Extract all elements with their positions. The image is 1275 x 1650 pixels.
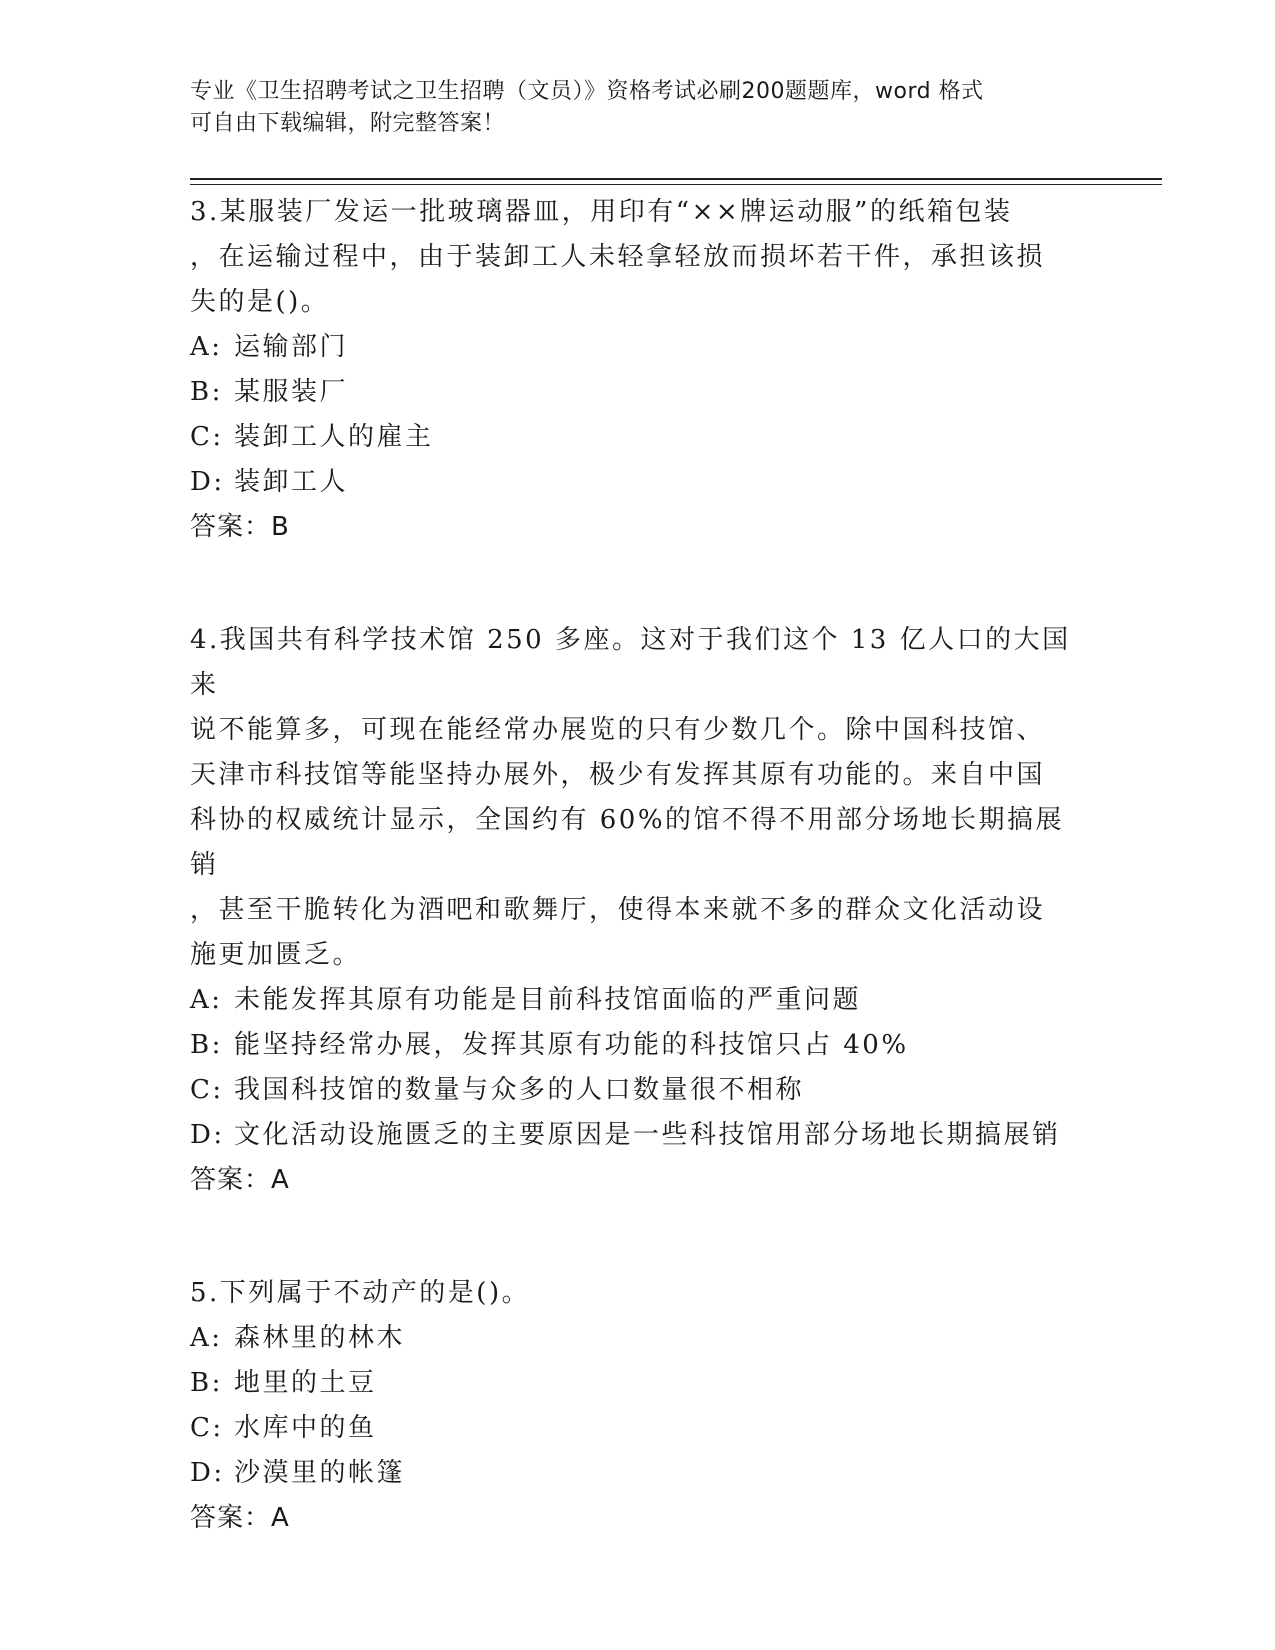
option-c <box>190 415 1090 460</box>
option-text: 能坚持经常办展，发挥其原有功能的科技馆只占 40% <box>234 1030 909 1060</box>
question-stem-line: ，在运输过程中，由于装卸工人未轻拿轻放而损坏若干件，承担该损 <box>190 242 1046 272</box>
question-spacer <box>190 550 1090 618</box>
document-header <box>190 76 1090 140</box>
option-a <box>190 978 1090 1023</box>
option-key: D: <box>190 467 225 497</box>
option-key: A: <box>190 332 223 362</box>
option-key: A: <box>190 1323 223 1353</box>
option-text: 文化活动设施匮乏的主要原因是一些科技馆用部分场地长期搞展销 <box>234 1120 1061 1150</box>
question-5 <box>190 1271 1090 1541</box>
option-key: C: <box>190 1075 224 1105</box>
option-key: D: <box>190 1120 225 1150</box>
header-divider-thick <box>190 178 1162 180</box>
header-line-1: 专业《卫生招聘考试之卫生招聘（文员）》资格考试必刷200题题库，word 格式 <box>190 79 984 104</box>
option-key: B: <box>190 1368 223 1398</box>
option-a <box>190 1316 1090 1361</box>
option-text: 装卸工人的雇主 <box>234 422 434 452</box>
option-c <box>190 1068 1090 1113</box>
option-key: C: <box>190 422 224 452</box>
question-spacer <box>190 1203 1090 1271</box>
option-a <box>190 325 1090 370</box>
option-key: D: <box>190 1458 225 1488</box>
option-text: 水库中的鱼 <box>234 1413 377 1443</box>
answer-line: 答案：A <box>190 1503 290 1533</box>
question-list <box>190 190 1090 1541</box>
question-stem-line: 说不能算多，可现在能经常办展览的只有少数几个。除中国科技馆、 <box>190 715 1046 745</box>
question-stem-line: 3.某服装厂发运一批玻璃器皿，用印有“××牌运动服”的纸箱包装 <box>190 197 1013 227</box>
option-d <box>190 1451 1090 1496</box>
option-text: 未能发挥其原有功能是目前科技馆面临的严重问题 <box>234 985 862 1015</box>
option-key: C: <box>190 1413 224 1443</box>
question-4 <box>190 618 1090 1203</box>
option-d <box>190 460 1090 505</box>
option-b <box>190 1023 1090 1068</box>
header-line-2: 可自由下载编辑，附完整答案！ <box>190 111 506 136</box>
option-c <box>190 1406 1090 1451</box>
option-text: 地里的土豆 <box>234 1368 377 1398</box>
option-text: 某服装厂 <box>234 377 349 407</box>
option-d <box>190 1113 1090 1158</box>
question-stem-line: 4.我国共有科学技术馆 250 多座。这对于我们这个 13 亿人口的大国来 <box>190 625 1071 700</box>
answer-line: 答案：B <box>190 512 290 542</box>
option-text: 运输部门 <box>234 332 349 362</box>
question-stem-line: 失的是()。 <box>190 287 330 317</box>
option-b <box>190 1361 1090 1406</box>
option-b <box>190 370 1090 415</box>
question-3 <box>190 190 1090 550</box>
answer-line: 答案：A <box>190 1165 290 1195</box>
option-key: B: <box>190 1030 223 1060</box>
option-text: 装卸工人 <box>234 467 349 497</box>
option-key: B: <box>190 377 223 407</box>
question-stem-line: ，甚至干脆转化为酒吧和歌舞厅，使得本来就不多的群众文化活动设 <box>190 895 1046 925</box>
question-stem-line: 施更加匮乏。 <box>190 940 362 970</box>
option-text: 沙漠里的帐篷 <box>234 1458 406 1488</box>
question-stem-line: 天津市科技馆等能坚持办展外，极少有发挥其原有功能的。来自中国 <box>190 760 1046 790</box>
option-text: 我国科技馆的数量与众多的人口数量很不相称 <box>234 1075 805 1105</box>
option-key: A: <box>190 985 223 1015</box>
question-stem-line: 5.下列属于不动产的是()。 <box>190 1278 531 1308</box>
question-stem-line: 科协的权威统计显示，全国约有 60%的馆不得不用部分场地长期搞展销 <box>190 805 1065 880</box>
header-divider-thin <box>190 184 1162 185</box>
option-text: 森林里的林木 <box>234 1323 406 1353</box>
